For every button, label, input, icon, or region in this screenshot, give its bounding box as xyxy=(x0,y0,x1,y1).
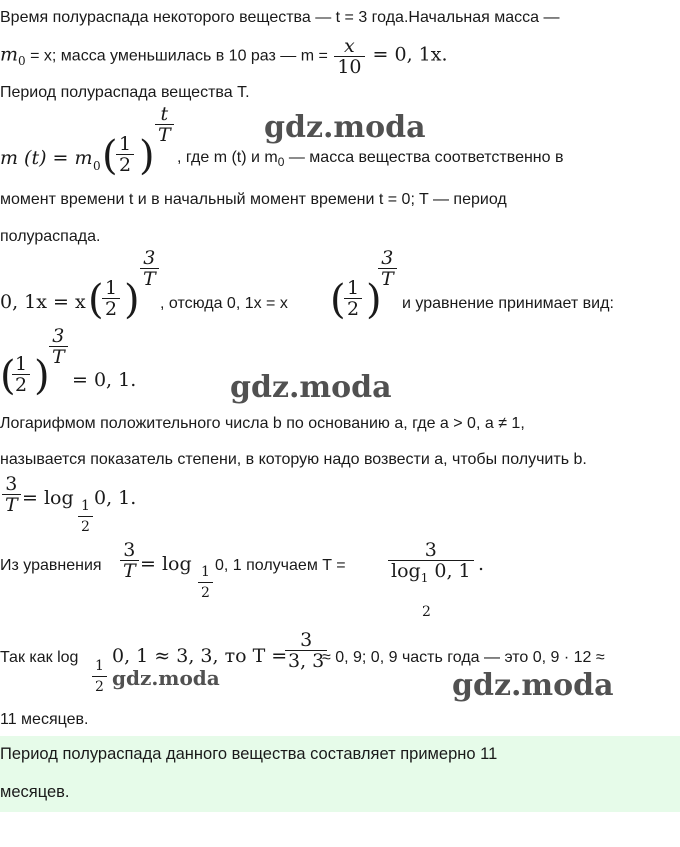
frac-den xyxy=(388,561,474,588)
frac-den: 2 xyxy=(95,679,104,695)
left-paren: ( xyxy=(0,353,16,399)
log-base: 1 xyxy=(420,570,429,585)
frac-den: T xyxy=(52,346,65,368)
text-fragment: , где m (t) и m xyxy=(177,149,278,166)
log-arg: 0, 1 xyxy=(428,560,471,582)
math-01: 0, 1. xyxy=(94,487,137,509)
frac-den: T xyxy=(5,494,18,516)
frac-den: 2 xyxy=(347,298,360,320)
frac-num: 3 xyxy=(388,540,474,561)
fraction-x-10 xyxy=(334,36,364,77)
time-text: момент времени t и в начальный момент времени t = 0; T — период xyxy=(0,191,507,208)
frac-den: T xyxy=(143,268,156,290)
left-paren: ( xyxy=(102,133,118,179)
answer-line-2: месяцев. xyxy=(0,783,70,801)
fraction-3-over-T xyxy=(120,540,139,581)
months-text: 11 месяцев. xyxy=(0,711,89,728)
frac-den: T xyxy=(158,124,171,146)
text-line-14 xyxy=(0,710,88,730)
math-log: = log xyxy=(22,487,74,509)
log-base-one-half xyxy=(92,656,107,697)
frac-num: 3 xyxy=(120,540,139,561)
fraction-one-half xyxy=(102,278,120,319)
frac-den: 10 xyxy=(337,56,362,78)
frac-den: 3, 3 xyxy=(288,650,325,672)
fraction-3-over-T xyxy=(2,474,21,515)
frac-den: T xyxy=(381,268,394,290)
from-equation-text: Из уравнения xyxy=(0,557,102,574)
fraction-one-half xyxy=(12,354,30,395)
text-line-9 xyxy=(0,414,525,434)
answer-line-1: Период полураспада данного вещества составляет примерно 11 xyxy=(0,745,498,763)
math-mt: m (t) = m xyxy=(0,147,93,169)
log-base-den: 2 xyxy=(422,604,431,620)
hence-text: , отсюда 0, 1x = x xyxy=(160,295,288,312)
left-paren: ( xyxy=(330,277,346,323)
right-paren: ) xyxy=(366,277,382,323)
log-definition-text-2: называется показатель степени, в которую надо возвести a, чтобы получить b. xyxy=(0,451,587,468)
frac-num: 1 xyxy=(92,656,107,677)
frac-num: 1 xyxy=(12,354,30,375)
math-sub-0: 0 xyxy=(18,53,26,68)
frac-num: 1 xyxy=(78,496,93,517)
right-paren: ) xyxy=(139,133,155,179)
frac-num: 3 xyxy=(378,248,397,269)
exponent-3-over-T xyxy=(378,248,397,289)
text-line-2 xyxy=(0,36,448,77)
equation-form-text: и уравнение принимает вид: xyxy=(402,295,614,312)
approx-text: 0, 1 ≈ 3, 3, то T = xyxy=(112,645,288,667)
log-definition-text: Логарифмом положительного числа b по основанию a, где a > 0, a ≠ 1, xyxy=(0,415,525,432)
exponent-t-over-T xyxy=(155,104,174,145)
frac-num: 1 xyxy=(344,278,362,299)
frac-den: 2 xyxy=(201,585,210,601)
frac-den: T xyxy=(123,560,136,582)
half-life-word: полураспада. xyxy=(0,228,101,245)
frac-num: t xyxy=(155,104,174,125)
frac-den: 2 xyxy=(15,374,28,396)
watermark: gdz.moda xyxy=(264,110,426,145)
log-word: log xyxy=(391,560,421,582)
frac-num: 3 xyxy=(2,474,21,495)
text-line-10 xyxy=(0,450,587,470)
math-m: m xyxy=(0,43,19,66)
frac-num: 3 xyxy=(49,326,68,347)
math-sub-0: 0 xyxy=(93,159,101,173)
answer-box xyxy=(0,736,680,812)
math-equation: 0, 1x = x xyxy=(0,291,86,313)
fraction-T-result xyxy=(388,540,474,588)
text-line-3 xyxy=(0,83,250,103)
fraction-one-half xyxy=(116,134,134,175)
text-line-5 xyxy=(0,190,507,210)
exponent-3-over-T xyxy=(140,248,159,289)
log-base-one-half xyxy=(198,562,213,603)
math-sub-0: 0 xyxy=(277,155,285,170)
frac-num: 3 xyxy=(285,630,327,651)
intro-text: Время полураспада некоторого вещества — t = 3 года.Начальная масса — xyxy=(0,9,560,26)
text-line-6 xyxy=(0,227,100,247)
text-line-1 xyxy=(0,8,559,28)
text-fragment: — масса вещества соответственно в xyxy=(284,149,564,166)
frac-num: x xyxy=(334,36,364,57)
frac-den: 2 xyxy=(119,154,132,176)
frac-den: 2 xyxy=(105,298,118,320)
obtain-text: 0, 1 получаем T = xyxy=(215,557,346,574)
frac-num: 3 xyxy=(140,248,159,269)
math-equals-01x: = 0, 1x. xyxy=(366,43,448,66)
fraction-one-half xyxy=(344,278,362,319)
period-text: Период полураспада вещества T. xyxy=(0,84,250,101)
math-equals-01: = 0, 1. xyxy=(72,369,137,391)
frac-den: 2 xyxy=(81,519,90,535)
frac-num: 1 xyxy=(102,278,120,299)
fraction-3-over-33 xyxy=(285,630,327,671)
watermark: gdz.moda xyxy=(112,666,220,690)
period-mark: . xyxy=(478,553,485,575)
conversion-text: ≈ 0, 9; 0, 9 часть года — это 0, 9 · 12 ≈ xyxy=(322,649,605,666)
since-text xyxy=(0,648,78,668)
watermark: gdz.moda xyxy=(452,668,614,703)
where-text xyxy=(177,148,563,172)
frac-num: 1 xyxy=(116,134,134,155)
math-log: = log xyxy=(140,553,192,575)
log-base-one-half xyxy=(78,496,93,537)
text-fragment: Так как log xyxy=(0,649,79,666)
right-paren: ) xyxy=(124,277,140,323)
right-paren: ) xyxy=(34,353,50,399)
left-paren: ( xyxy=(88,277,104,323)
watermark: gdz.moda xyxy=(230,370,392,405)
frac-num: 1 xyxy=(198,562,213,583)
mass-text: = x; масса уменьшилась в 10 раз — m = xyxy=(25,47,333,65)
exponent-3-over-T xyxy=(49,326,68,367)
